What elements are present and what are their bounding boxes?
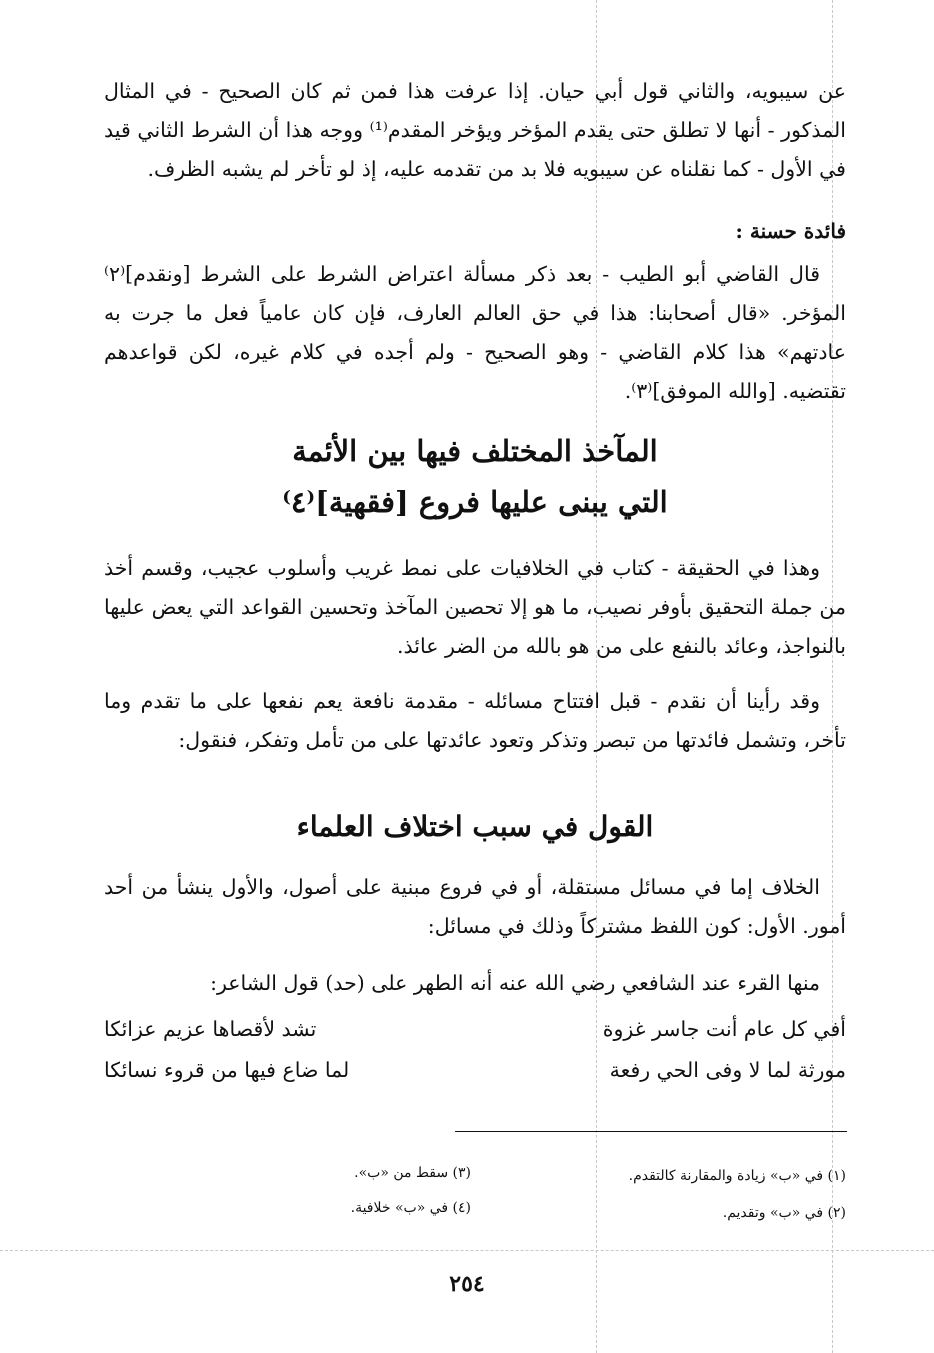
paragraph: منها القرء عند الشافعي رضي الله عنه أنه الطهر على (حد) قول الشاعر: — [210, 971, 820, 995]
footnote: (٤) في «ب» خلافية. — [350, 1200, 471, 1216]
subheading: فائدة حسنة : — [735, 219, 846, 243]
paragraph: وهذا في الحقيقة - كتاب في الخلافيات على نمط غريب وأسلوب عجيب، وقسم أخذ من جملة التحقيق بأوفر نصيب، ما هو إلا تحصين المآخذ وتحسين القواعد التي يعض عليها بالنواجذ، وعائد بالنفع على من هو بالله من الضر عائذ. — [104, 556, 846, 658]
scan-guide-line — [0, 1250, 934, 1251]
page-number: ٢٥٤ — [449, 1271, 485, 1297]
verse-hemistich: لما ضاع فيها من قروء نسائكا — [104, 1058, 350, 1082]
section-title: القول في سبب اختلاف العلماء — [296, 810, 654, 843]
footnote: (١) في «ب» زيادة والمقارنة كالتقدم. — [628, 1168, 846, 1184]
scan-guide-line — [832, 0, 833, 1353]
verse-hemistich: مورثة لما لا وفى الحي رفعة — [609, 1058, 846, 1082]
footnote: (٣) سقط من «ب». — [354, 1165, 471, 1181]
chapter-title-line-2: التي يبنى عليها فروع [فقهية]⁽٤⁾ — [282, 485, 668, 519]
paragraph: قال القاضي أبو الطيب - بعد ذكر مسألة اعتراض الشرط على الشرط [ونقدم]⁽٢⁾ المؤخر. «قال أصحابنا: هذا في حق العالم العارف، فإن كان عامياً فعل ما جرت به عادتهم» هذا كلام القاضي - وهو الصحيح - ولم أجده في كلام غيره، لكن قواعدهم تقتضيه. [والله الموفق]⁽٣⁾. — [104, 262, 846, 403]
paragraph: وقد رأينا أن نقدم - قبل افتتاح مسائله - مقدمة نافعة يعم نفعها على ما تقدم وما تأخر، وتشمل فائدتها من تبصر وتذكر وتعود عائدتها على من تأمل وتفكر، فنقول: — [104, 689, 846, 752]
chapter-title-line-1: المآخذ المختلف فيها بين الأئمة — [292, 434, 658, 468]
scan-guide-line — [596, 0, 597, 1353]
footnote-separator — [455, 1131, 847, 1132]
verse-hemistich: أفي كل عام أنت جاسر غزوة — [602, 1017, 846, 1041]
verse-line — [104, 1017, 846, 1057]
verse-line — [104, 1058, 846, 1098]
paragraph: عن سيبويه، والثاني قول أبي حيان. إذا عرفت هذا فمن ثم كان الصحيح - في المثال المذكور - أنها لا تطلق حتى يقدم المؤخر ويؤخر المقدم⁽¹⁾ ووجه هذا أن الشرط الثاني قيد في الأول - كما نقلناه عن سيبويه فلا بد من تقدمه عليه، إذ لو تأخر لم يشبه الظرف. — [104, 79, 846, 181]
footnote: (٢) في «ب» وتقديم. — [722, 1205, 846, 1221]
verse-hemistich: تشد لأقصاها عزيم عزائكا — [104, 1017, 317, 1041]
paragraph: الخلاف إما في مسائل مستقلة، أو في فروع مبنية على أصول، والأول ينشأ من أحد أمور. الأول: كون اللفظ مشتركاً وذلك في مسائل: — [104, 875, 846, 938]
